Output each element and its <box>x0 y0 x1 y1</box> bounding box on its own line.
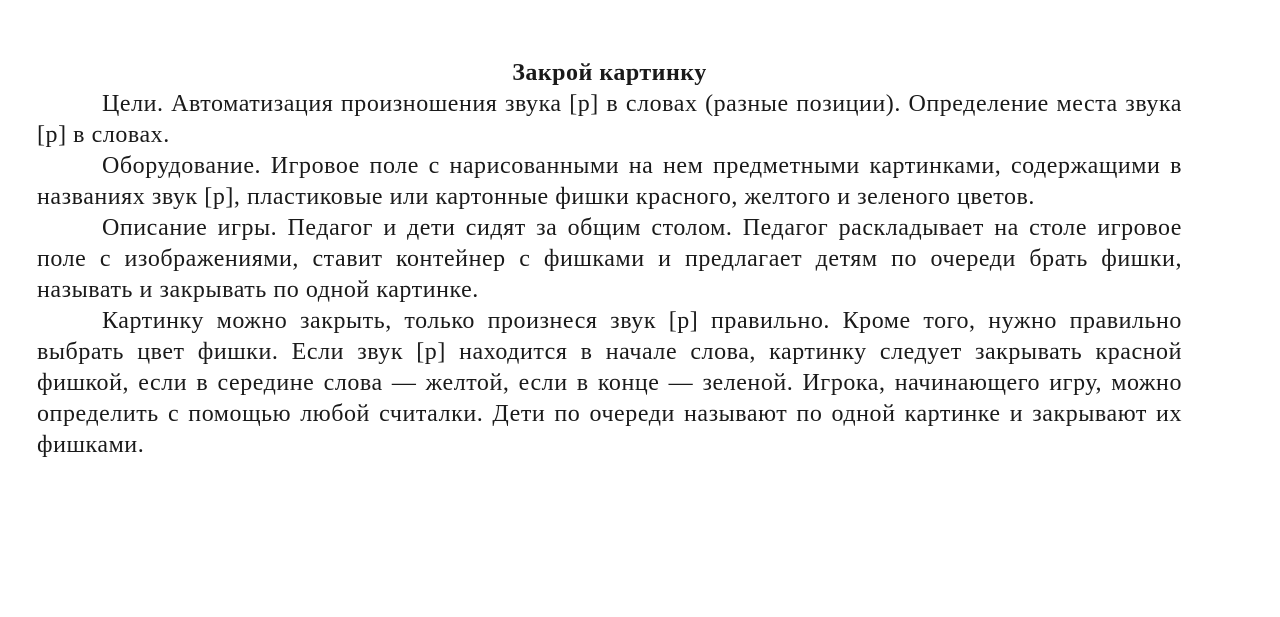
paragraph-rules: Картинку можно закрыть, только произнеся звук [р] правильно. Кроме того, нужно правильно выбрать цвет фишки. Если звук [р] находится в начале слова, картинку следует закрывать красной фишкой, если в середине слова — желтой, если в конце — зеленой. Игрока, начинающего игру, можно определить с помощью любой считалки. Дети по очереди называют по одной картинке и закрывают их фишками. <box>37 308 1182 458</box>
document-title: Закрой картинку <box>512 60 707 86</box>
paragraph-description: Описание игры. Педагог и дети сидят за общим столом. Педагог раскладывает на столе игровое поле с изображениями, ставит контейнер с фишками и предлагает детям по очереди брать фишки, называть и закрывать по одной картинке. <box>37 215 1182 303</box>
paragraph-equipment: Оборудование. Игровое поле с нарисованными на нем предметными картинками, содержащими в названиях звук [р], пластиковые или картонные фишки красного, желтого и зеленого цветов. <box>37 153 1182 210</box>
paragraph-goals: Цели. Автоматизация произношения звука [р] в словах (разные позиции). Определение места звука [р] в словах. <box>37 91 1182 148</box>
document-page <box>37 58 1182 461</box>
